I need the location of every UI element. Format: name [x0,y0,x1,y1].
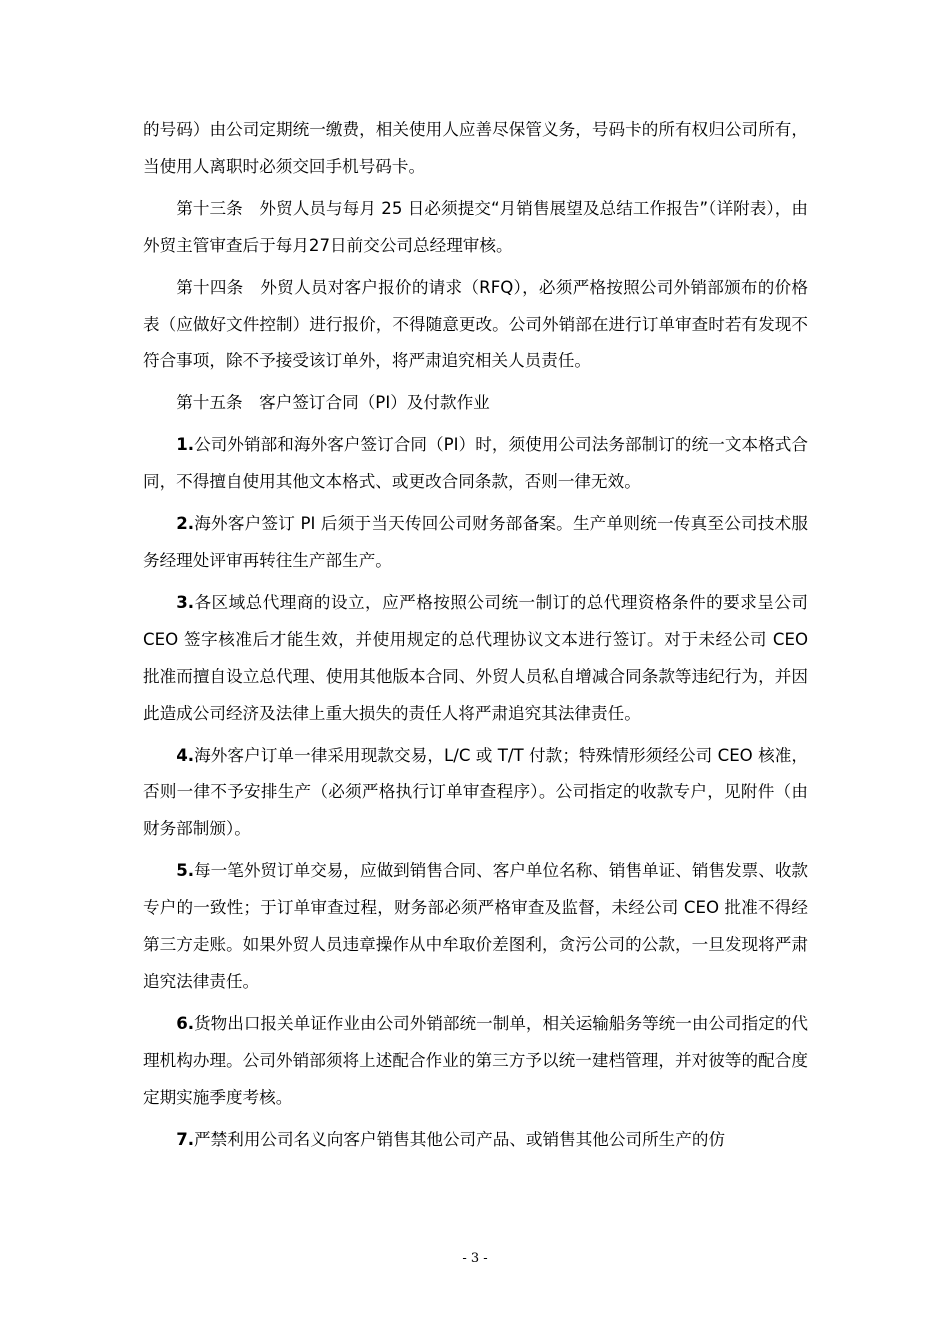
paragraph-text: 海外客户签订 PI 后须于当天传回公司财务部备案。生产单则统一传真至公司技术服务经理处评审再转往生产部生产。 [143,514,808,570]
paragraph-text: 严禁利用公司名义向客户销售其他公司产品、或销售其他公司所生产的仿 [194,1129,726,1149]
item-number: 6. [176,1013,195,1033]
item-number: 7. [176,1129,195,1149]
paragraph-item-2 [143,506,808,580]
paragraph-item-6 [143,1006,808,1117]
paragraph-text: 公司外销部和海外客户签订合同（PI）时，须使用公司法务部制订的统一文本格式合同，不得擅自使用其他文本格式、或更改合同条款，否则一律无效。 [143,435,808,492]
paragraph-item-1 [143,427,808,501]
item-number: 5. [176,861,195,881]
paragraph-text: 的号码）由公司定期统一缴费，相关使用人应善尽保管义务，号码卡的所有权归公司所有，当使用人离职时必须交回手机号码卡。 [143,120,808,176]
item-number: 3. [176,592,195,612]
paragraph-article-15 [143,385,808,422]
paragraph-item-4 [143,738,808,849]
paragraph-text: 每一笔外贸订单交易，应做到销售合同、客户单位名称、销售单证、销售发票、收款专户的一致性；于订单审查过程，财务部必须严格审查及监督，未经公司 CEO 批准不得经第三方走账。如果外贸人员违章操作从中牟取价差图利，贪污公司的公款，一旦发现将严肃追究法律责任。 [143,861,809,991]
paragraph-item-5 [143,853,808,1001]
paragraph-text: 第十五条 客户签订合同（PI）及付款作业 [176,393,490,413]
paragraph-text: 第十四条 外贸人员对客户报价的请求（RFQ），必须严格按照公司外销部颁布的价格表（应做好文件控制）进行报价，不得随意更改。公司外销部在进行订单审查时若有发现不符合事项，除不予接受该订单外，将严肃追究相关人员责任。 [143,277,808,371]
item-number: 2. [176,514,195,534]
paragraph-item-3 [143,585,808,733]
paragraph-phone-card [143,112,808,186]
paragraph-article-13 [143,191,808,265]
paragraph-text: 第十三条 外贸人员与每月 25 日必须提交“月销售展望及总结工作报告”（详附表），由外贸主管审查后于每月27日前交公司总经理审核。 [143,198,808,255]
paragraph-text: 海外客户订单一律采用现款交易，L/C 或 T/T 付款；特殊情形须经公司 CEO 核准，否则一律不予安排生产（必须严格执行订单审查程序）。公司指定的收款专户，见附件（由财务部制颁）。 [143,745,808,839]
paragraph-text: 各区域总代理商的设立，应严格按照公司统一制订的总代理资格条件的要求呈公司 CEO 签字核准后才能生效，并使用规定的总代理协议文本进行签订。对于未经公司 CEO 批准而擅自设立总代理、使用其他版本合同、外贸人员私自增减合同条款等违纪行为，并因此造成公司经济及法律上重大损失的责任人将严肃追究其法律责任。 [143,592,808,723]
paragraph-article-14 [143,270,808,381]
document-body [143,112,808,1163]
paragraph-item-7 [143,1122,808,1159]
item-number: 4. [176,745,195,765]
paragraph-text: 货物出口报关单证作业由公司外销部统一制单，相关运输船务等统一由公司指定的代理机构办理。公司外销部须将上述配合作业的第三方予以统一建档管理，并对彼等的配合度定期实施季度考核。 [143,1013,809,1107]
item-number: 1. [176,435,195,455]
page-number: - 3 - [462,1251,488,1266]
